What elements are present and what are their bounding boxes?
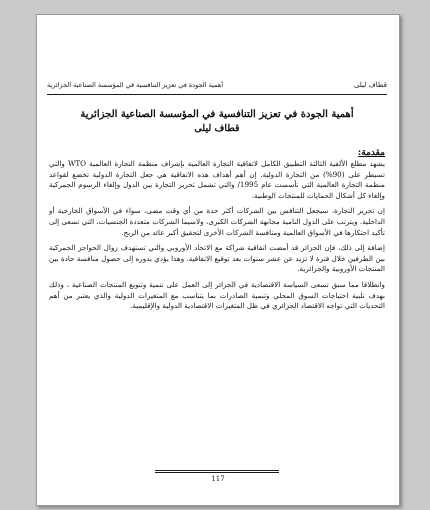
- paragraph: يشهد مطلع الألفية الثالثة التطبيق الكامل لاتفاقية التجارة العالمية بإشراف منظمة التجارة العالمية WTO والتي تسيطر على (90%) من التجارة الدولية. إن أهم أهداف هذه الاتفاقية هي جعل التجارة الدولية تخضع لقواعد منظمة التجارة العالمية التي تأسست عام 1995/ والتي تشمل تحرير التجارة بين الدول وإلغاء الرسوم الجمركية وإلغاء كل أشكال الحمايات للمنتجات الوطنية.: [49, 159, 385, 200]
- header-running-title: أهمية الجودة في تعزيز التنافسية في المؤسسة الصناعية الجزائرية: [47, 81, 224, 89]
- article-author: قطاف ليلى: [194, 123, 240, 134]
- page-content: [49, 107, 385, 317]
- header-divider: [47, 94, 387, 95]
- footer-divider: [155, 470, 279, 471]
- paragraph: إضافة إلى ذلك، فإن الجزائر قد أمضت اتفاقية شراكة مع الاتحاد الأوروبي والتي تستهدف زوال الحواجز الجمركية بين الطرفين خلال فترة لا تزيد عن عشر سنوات بعد توقيع الاتفاقية. وهذا يؤدي بدوره إلى حصول منافسة حادة بين المنتجات الأوروبية والجزائرية.: [49, 243, 385, 274]
- article-title: أهمية الجودة في تعزيز التنافسية في المؤسسة الصناعية الجزائرية: [80, 109, 354, 120]
- header-author: قطاف ليلى: [353, 81, 387, 89]
- document-page: [36, 14, 400, 506]
- section-heading: مقدمة:: [357, 148, 385, 158]
- page-number: 117: [211, 475, 225, 483]
- footer-divider-secondary: [155, 472, 279, 473]
- paragraph: وانطلاقا مما سبق تسعى السياسة الاقتصادية في الجزائر إلى العمل على تنمية وتنويع المنتجات الصناعية ، وذلك بهدف تلبية احتياجات السوق المحلي وتنمية الصادرات بما يتناسب مع المتغيرات الدولية والذي يعتبر من أهم التحديات التي تواجه الاقتصاد الجزائري في ظل المتغيرات الاقتصادية الدولية والإقليمية.: [49, 279, 385, 311]
- paragraph: إن تحرير التجارة، سيجعل التنافس بين الشركات أكثر حدة من أي وقت مضى، سواء في الأسواق الخارجية أو الداخلية. ويترتب على الدول النامية مجابهة الشركات الكبرى، ولاسيما الشركات متعددة الجنسيات، التي تسعى إلى تأكيد احتكارها في الأسواق العالمية ومنافسة الشركات الأخرى لتحقيق أكبر عائد من الربح.: [49, 206, 385, 237]
